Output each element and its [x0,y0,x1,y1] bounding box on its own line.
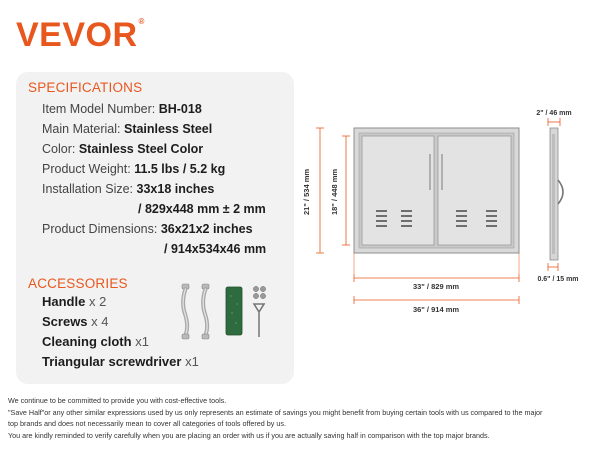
accessories-title: ACCESSORIES [28,276,128,291]
outer-height-dimension [316,128,324,253]
accessory-screws [42,314,109,329]
spec-weight [42,162,225,176]
spec-item-model-label: Item Model Number: [42,102,156,116]
accessory-cloth-qty: x1 [135,334,149,349]
spec-install-size-label: Installation Size: [42,182,134,196]
outer-width-label: 36" / 914 mm [412,305,460,314]
footnote-line-2: "Save Half"or any other similar expressions used by us only represents an estimate of savings you might benefit from buying certain tools with us compared to the major [8,408,543,417]
accessory-handle [42,294,106,309]
left-door [362,136,434,245]
handle-icon [202,284,209,339]
registered-mark: ® [138,17,145,26]
spec-weight-value: 11.5 lbs / 5.2 kg [134,162,226,176]
accessory-screwdriver [42,354,199,369]
inner-width-label: 33" / 829 mm [412,282,460,291]
spec-material-value: Stainless Steel [123,122,213,136]
footnote-line-4: You are kindly reminded to verify carefully when you are placing an order with us if you are actually saving half in comparison with the top major brands. [8,431,490,440]
accessory-handle-qty: x 2 [88,294,107,309]
screws-icon [253,286,265,298]
side-profile [550,128,563,260]
accessory-screws-qty: x 4 [91,314,109,329]
footnote-line-1: We continue to be committed to provide you with cost-effective tools. [8,396,227,405]
product-dimension-diagram [296,100,598,325]
spec-dimensions-mm: / 914x534x46 mm [164,242,267,256]
spec-material [42,122,212,136]
spec-item-model-value: BH-018 [158,102,202,116]
outer-height-label: 21" / 534 mm [302,168,311,216]
handle-icon [182,284,189,339]
spec-install-size [42,182,214,196]
accessory-handle-name: Handle [42,294,86,309]
inner-width-dimension [354,253,519,282]
accessory-cleaning-cloth [42,334,149,349]
accessory-screwdriver-name: Triangular screwdriver [42,354,182,369]
spec-dimensions [42,222,253,236]
right-door [438,136,511,245]
depth-top-dimension [548,118,560,126]
spec-color [42,142,203,156]
outer-width-dimension [354,296,519,304]
accessory-cloth-name: Cleaning cloth [42,334,132,349]
spec-color-label: Color: [42,142,76,156]
brand-name: VEVOR [16,16,138,54]
specifications-title: SPECIFICATIONS [28,80,143,95]
accessories-illustration [176,282,286,342]
spec-item-model [42,102,202,116]
spec-dimensions-value: 36x21x2 inches [160,222,253,236]
spec-install-size-value: 33x18 inches [136,182,215,196]
inner-height-dimension [342,136,350,245]
vevor-logo [16,18,145,52]
spec-weight-label: Product Weight: [42,162,131,176]
triangular-screwdriver-icon [254,304,264,337]
spec-material-label: Main Material: [42,122,121,136]
depth-top-label: 2" / 46 mm [536,110,572,117]
accessory-screwdriver-qty: x1 [185,354,199,369]
depth-bottom-dimension [548,263,558,271]
spec-dimensions-label: Product Dimensions: [42,222,158,236]
inner-height-label: 18" / 448 mm [330,168,339,216]
cleaning-cloth-icon [226,287,242,335]
footnote-line-3: top brands and does not necessarily mean to cover all categories of tools offered by us. [8,419,286,428]
depth-bottom-label: 0.6" / 15 mm [537,276,579,283]
spec-color-value: Stainless Steel Color [78,142,204,156]
accessory-screws-name: Screws [42,314,88,329]
spec-install-size-mm: / 829x448 mm ± 2 mm [138,202,266,216]
